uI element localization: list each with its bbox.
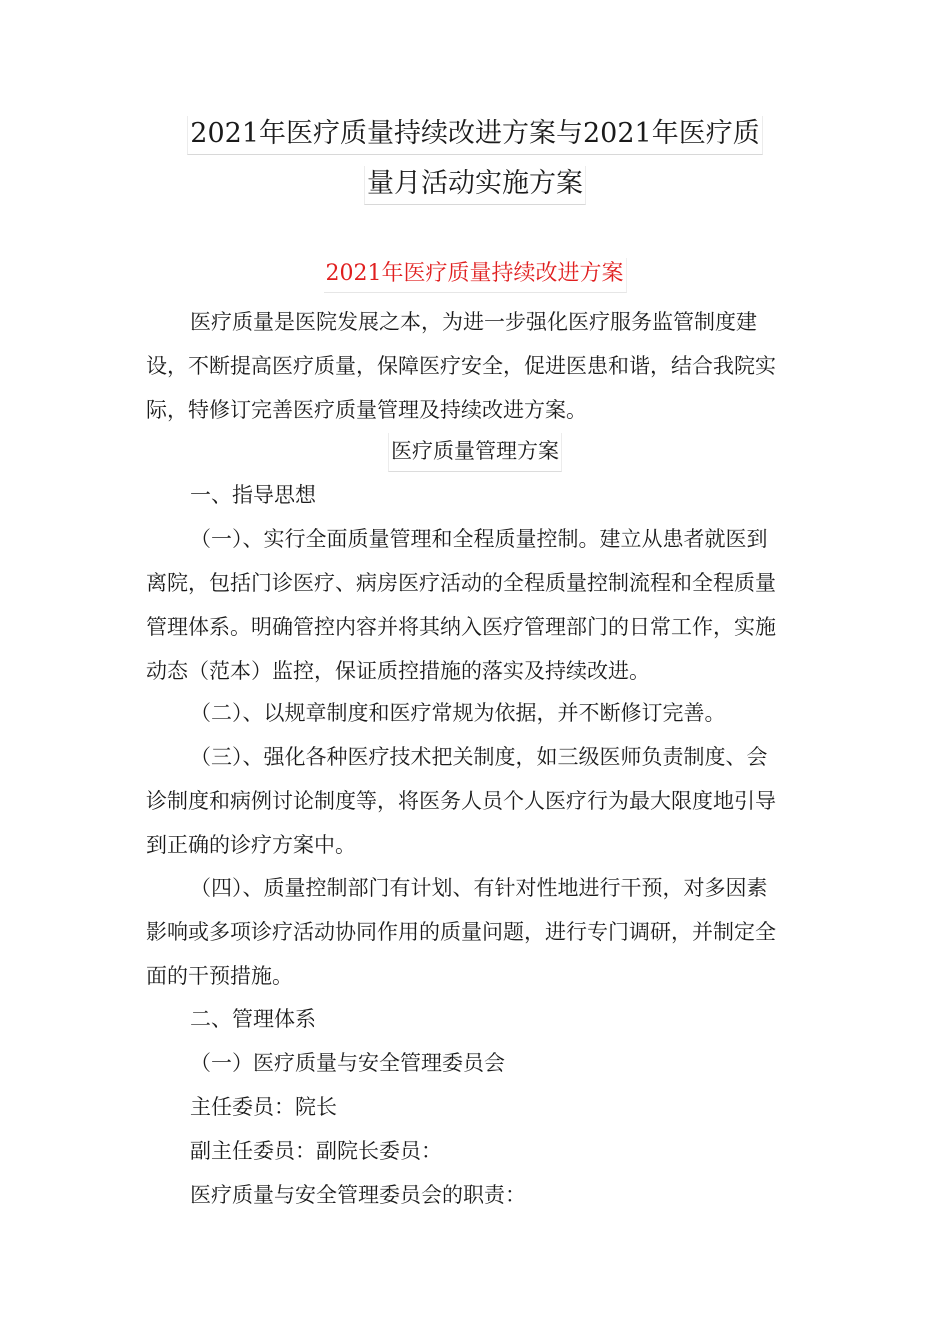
document-subtitle — [0, 258, 950, 293]
duties-line: 医疗质量与安全管理委员会的职责： — [190, 1183, 526, 1207]
section-heading: 二、管理体系 — [190, 1007, 316, 1031]
item-2-paragraph — [146, 691, 808, 735]
item-3-paragraph — [146, 735, 808, 867]
item-line: （三）、强化各种医疗技术把关制度，如三级医师负责制度、会 — [190, 745, 768, 769]
document-title-line-2 — [0, 166, 950, 205]
item-line: 离院，包括门诊医疗、病房医疗活动的全程质量控制流程和全程质量 — [146, 571, 776, 595]
section-heading: 一、指导思想 — [190, 483, 316, 507]
item-line: 诊制度和病例讨论制度等，将医务人员个人医疗行为最大限度地引导 — [146, 789, 776, 813]
title-text-1: 2021年医疗质量持续改进方案与2021年医疗质 — [187, 116, 762, 155]
intro-paragraph — [146, 300, 808, 432]
title-text-2: 量月活动实施方案 — [364, 166, 586, 205]
director-line: 主任委员：院长 — [190, 1095, 337, 1119]
intro-line: 医疗质量是医院发展之本，为进一步强化医疗服务监管制度建 — [190, 310, 757, 334]
intro-line: 际，特修订完善医疗质量管理及持续改进方案。 — [146, 398, 587, 422]
item-line: 面的干预措施。 — [146, 964, 293, 988]
plan-heading — [0, 433, 950, 472]
item-line: 到正确的诊疗方案中。 — [146, 833, 356, 857]
plan-heading-text: 医疗质量管理方案 — [388, 433, 562, 472]
item-1-paragraph — [146, 517, 808, 693]
item-line: （一）、实行全面质量管理和全程质量控制。建立从患者就医到 — [190, 527, 768, 551]
committee-line: （一）医疗质量与安全管理委员会 — [190, 1051, 505, 1075]
item-line: （二）、以规章制度和医疗常规为依据，并不断修订完善。 — [190, 701, 726, 725]
item-4-paragraph — [146, 866, 808, 998]
management-section — [146, 997, 808, 1217]
item-line: 动态（范本）监控，保证质控措施的落实及持续改进。 — [146, 659, 650, 683]
document-title-line-1 — [0, 116, 950, 155]
item-line: （四）、质量控制部门有计划、有针对性地进行干预，对多因素 — [190, 876, 768, 900]
intro-line: 设，不断提高医疗质量，保障医疗安全，促进医患和谐，结合我院实 — [146, 354, 776, 378]
guiding-heading — [146, 473, 808, 517]
deputy-line: 副主任委员：副院长委员： — [190, 1139, 442, 1163]
item-line: 管理体系。明确管控内容并将其纳入医疗管理部门的日常工作，实施 — [146, 615, 776, 639]
item-line: 影响或多项诊疗活动协同作用的质量问题，进行专门调研，并制定全 — [146, 920, 776, 944]
subtitle-text: 2021年医疗质量持续改进方案 — [324, 258, 627, 293]
